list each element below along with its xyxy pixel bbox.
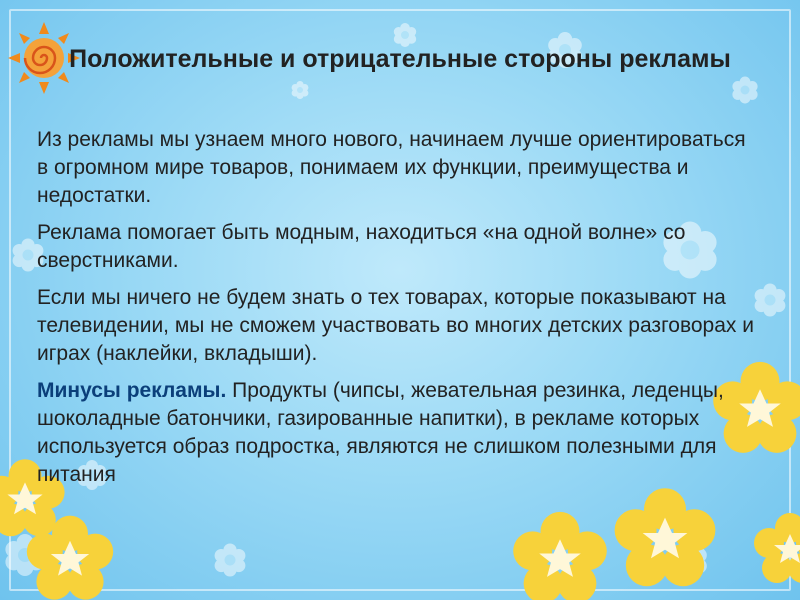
minus-paragraph: [37, 377, 762, 489]
paragraph: Из рекламы мы узнаем много нового, начинаем лучше ориентироваться в огромном мире товаров, понимаем их функции, преимущества и недостатки.: [37, 128, 746, 207]
minus-label: Минусы рекламы.: [37, 379, 227, 402]
paragraph: Реклама помогает быть модным, находиться «на одной волне» со сверстниками.: [37, 221, 686, 272]
paragraph: Если мы ничего не будем знать о тех товарах, которые показывают на телевидении, мы не сможем участвовать во многих детских разговорах и играх (наклейки, вкладыши).: [37, 286, 754, 365]
minus-text: Продукты (чипсы, жевательная резинка, леденцы, шоколадные батончики, газированные напитки), в рекламе которых используется образ подростка, являются не слишком полезными для питания: [37, 379, 724, 486]
slide-body: [37, 126, 762, 498]
slide-title: Положительные и отрицательные стороны рекламы: [69, 45, 731, 73]
